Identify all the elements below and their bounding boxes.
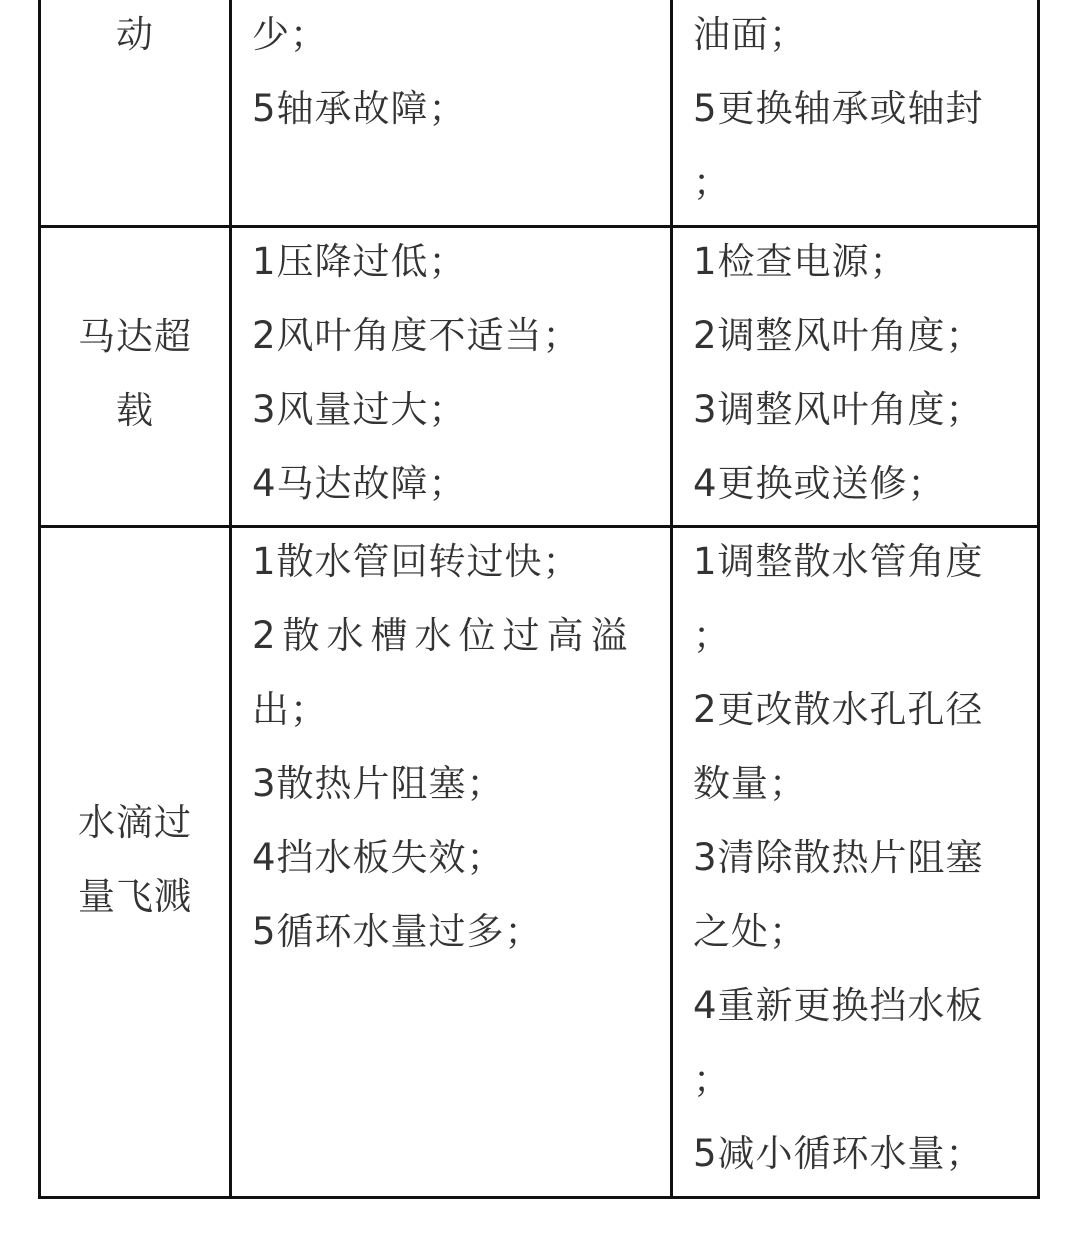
- table-row: [41, 0, 1040, 225]
- remedy-line: 2调整风叶角度；: [693, 314, 984, 357]
- remedy-line: 4更换或送修；: [693, 462, 946, 505]
- remedy-line: 3清除散热片阻塞: [693, 836, 984, 879]
- cause-cell: [232, 0, 670, 225]
- remedy-line: ；: [693, 1058, 731, 1101]
- remedy-line: 5减小循环水量；: [693, 1132, 984, 1175]
- remedy-line: 4重新更换挡水板: [693, 984, 984, 1027]
- fault-text: 马达超: [78, 315, 192, 358]
- cause-cell: [232, 228, 670, 525]
- remedy-line: 1调整散水管角度: [693, 540, 984, 583]
- remedy-line: 1检查电源；: [693, 240, 908, 283]
- cause-line: 4挡水板失效；: [252, 836, 505, 879]
- remedy-cell: [673, 528, 1040, 1196]
- fault-text: 量飞溅: [78, 875, 192, 918]
- fault-text: 载: [116, 389, 154, 432]
- fault-table: [38, 0, 1040, 1199]
- remedy-line: 5更换轴承或轴封: [693, 87, 984, 130]
- remedy-cell: [673, 0, 1040, 225]
- remedy-line: 数量；: [693, 762, 807, 805]
- cause-line: 1散水管回转过快；: [252, 540, 581, 583]
- cause-line: 5循环水量过多；: [252, 910, 543, 953]
- remedy-cell: [673, 228, 1040, 525]
- cause-line: 2散水槽水位过高溢: [252, 614, 635, 657]
- fault-text: 水滴过: [78, 801, 192, 844]
- cause-line: 2风叶角度不适当；: [252, 314, 581, 357]
- cause-cell: [232, 528, 670, 1196]
- cause-line: 1压降过低；: [252, 240, 467, 283]
- cause-line: 3散热片阻塞；: [252, 762, 505, 805]
- remedy-line: ；: [693, 614, 731, 657]
- remedy-line: 之处；: [693, 910, 807, 953]
- remedy-line: ；: [693, 161, 731, 204]
- remedy-line: 3调整风叶角度；: [693, 388, 984, 431]
- remedy-line: 油面；: [693, 13, 807, 56]
- cause-line: 4马达故障；: [252, 462, 467, 505]
- remedy-line: 2更改散水孔孔径: [693, 688, 984, 731]
- cause-line: 出；: [252, 688, 328, 731]
- table-row: [41, 525, 1040, 1196]
- cause-line: 5轴承故障；: [252, 87, 467, 130]
- fault-cell: [41, 228, 229, 525]
- fault-text: 动: [116, 13, 154, 56]
- fault-cell: [41, 528, 229, 1196]
- cause-line: 少；: [252, 13, 328, 56]
- cause-line: 3风量过大；: [252, 388, 467, 431]
- fault-cell: [41, 0, 229, 225]
- table-row: [41, 225, 1040, 525]
